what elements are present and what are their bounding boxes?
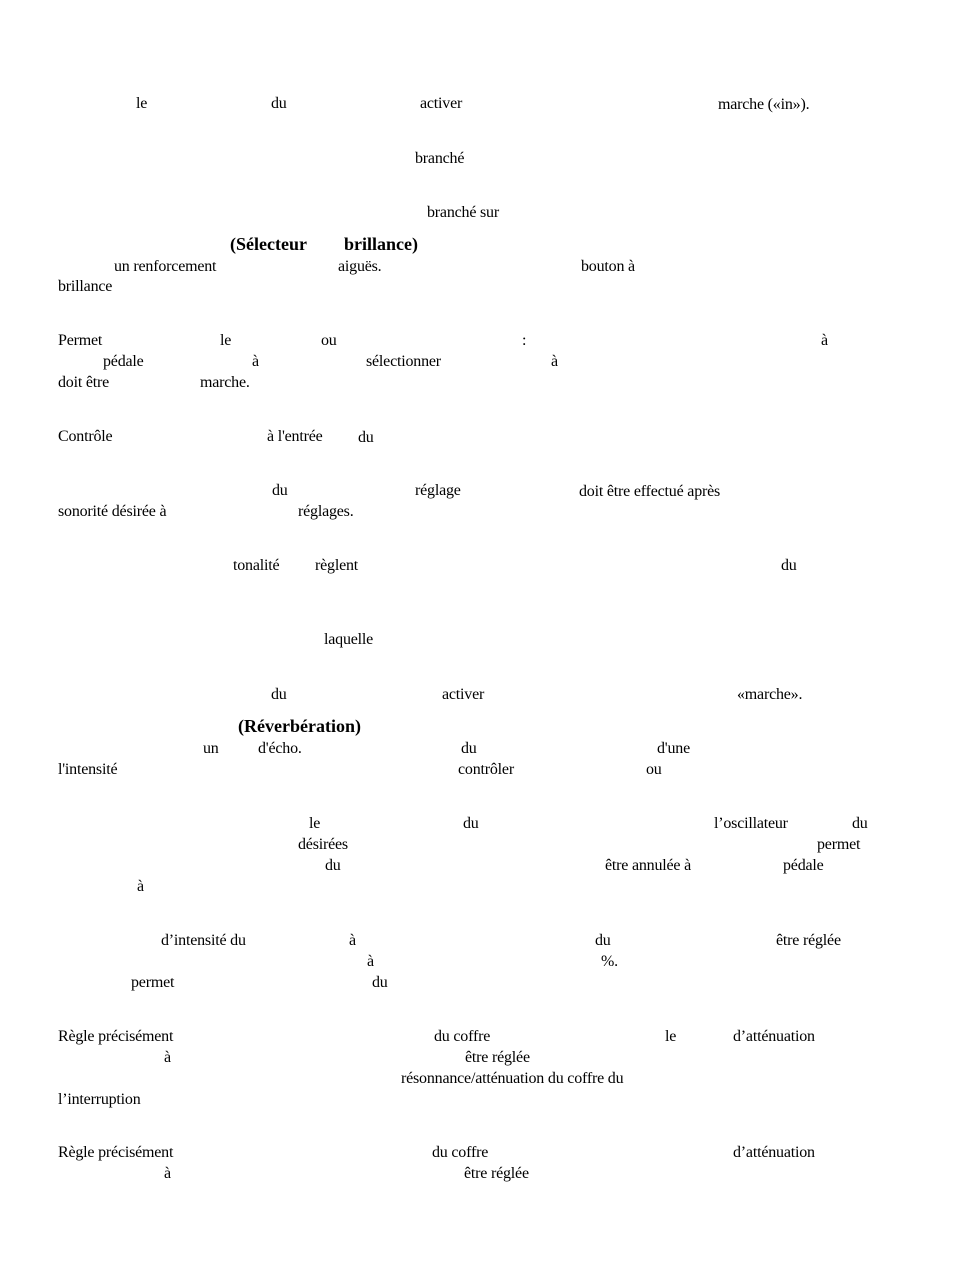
text-fragment: le	[136, 95, 148, 112]
text-fragment: à	[349, 932, 356, 949]
text-fragment: sélectionner	[366, 353, 441, 370]
section-heading: (Sélecteur	[230, 234, 307, 254]
text-fragment: pédale	[103, 353, 144, 370]
text-fragment: Règle précisément	[58, 1028, 174, 1045]
text-fragment: pédale	[783, 857, 824, 874]
text-fragment: à	[252, 353, 259, 370]
text-fragment: du	[463, 815, 479, 832]
text-fragment: désirées	[298, 836, 348, 853]
text-fragment: doit être effectué après	[579, 483, 721, 500]
text-fragment: branché sur	[427, 204, 499, 221]
text-fragment: branché	[415, 150, 465, 167]
text-fragment: du coffre	[434, 1028, 491, 1045]
text-fragment: Règle précisément	[58, 1144, 174, 1161]
text-fragment: réglage	[415, 482, 461, 499]
text-fragment: permet	[817, 836, 861, 853]
text-fragment: activer	[420, 95, 463, 112]
text-fragment: doit être	[58, 374, 110, 391]
text-fragment: l'intensité	[58, 761, 118, 778]
text-fragment: le	[220, 332, 232, 349]
text-fragment: :	[522, 332, 527, 349]
text-fragment: permet	[131, 974, 175, 991]
text-fragment: réglages.	[298, 503, 354, 520]
text-fragment: à	[164, 1165, 171, 1182]
text-fragment: Contrôle	[58, 428, 113, 445]
text-fragment: marche.	[200, 374, 250, 391]
section-heading: (Réverbération)	[238, 716, 361, 736]
text-fragment: tonalité	[233, 557, 280, 574]
text-fragment: à	[164, 1049, 171, 1066]
text-fragment: l’oscillateur	[714, 815, 788, 832]
text-fragment: du	[595, 932, 611, 949]
text-fragment: l’interruption	[58, 1091, 141, 1108]
text-fragment: ou	[321, 332, 337, 349]
text-fragment: à	[551, 353, 558, 370]
section-heading: brillance)	[344, 234, 418, 254]
text-fragment: d'une	[657, 740, 690, 757]
text-fragment: résonnance/atténuation du coffre du	[401, 1070, 624, 1087]
text-fragment: du	[852, 815, 868, 832]
text-fragment: du coffre	[432, 1144, 489, 1161]
text-fragment: à	[137, 878, 144, 895]
text-fragment: règlent	[315, 557, 359, 574]
text-fragment: à	[821, 332, 828, 349]
text-fragment: du	[271, 95, 287, 112]
text-fragment: du	[358, 429, 374, 446]
text-fragment: d’atténuation	[733, 1144, 815, 1161]
text-fragment: du	[372, 974, 388, 991]
text-fragment: laquelle	[324, 631, 374, 648]
text-fragment: d'écho.	[258, 740, 302, 757]
text-fragment: du	[271, 686, 287, 703]
text-fragment: du	[461, 740, 477, 757]
text-fragment: être réglée	[776, 932, 841, 949]
text-fragment: du	[325, 857, 341, 874]
text-fragment: à l'entrée	[267, 428, 323, 445]
text-fragment: d’atténuation	[733, 1028, 815, 1045]
text-fragment: le	[665, 1028, 677, 1045]
text-fragment: être réglée	[465, 1049, 530, 1066]
text-fragment: être réglée	[464, 1165, 529, 1182]
text-fragment: un renforcement	[114, 258, 217, 275]
text-fragment: à	[367, 953, 374, 970]
text-fragment: être annulée à	[605, 857, 692, 874]
text-fragment: bouton à	[581, 258, 635, 275]
text-fragment: le	[309, 815, 321, 832]
text-fragment: aiguës.	[338, 258, 382, 275]
text-fragment: contrôler	[458, 761, 514, 778]
text-fragment: ou	[646, 761, 662, 778]
text-fragment: brillance	[58, 278, 113, 295]
text-fragment: du	[781, 557, 797, 574]
text-fragment: %.	[601, 953, 618, 970]
text-fragment: du	[272, 482, 288, 499]
text-fragment: marche («in»).	[718, 96, 810, 113]
text-fragment: un	[203, 740, 219, 757]
text-fragment: d’intensité du	[161, 932, 246, 949]
text-fragment: sonorité désirée à	[58, 503, 167, 520]
text-fragment: Permet	[58, 332, 103, 349]
text-fragment: «marche».	[737, 686, 803, 703]
text-fragment: activer	[442, 686, 485, 703]
